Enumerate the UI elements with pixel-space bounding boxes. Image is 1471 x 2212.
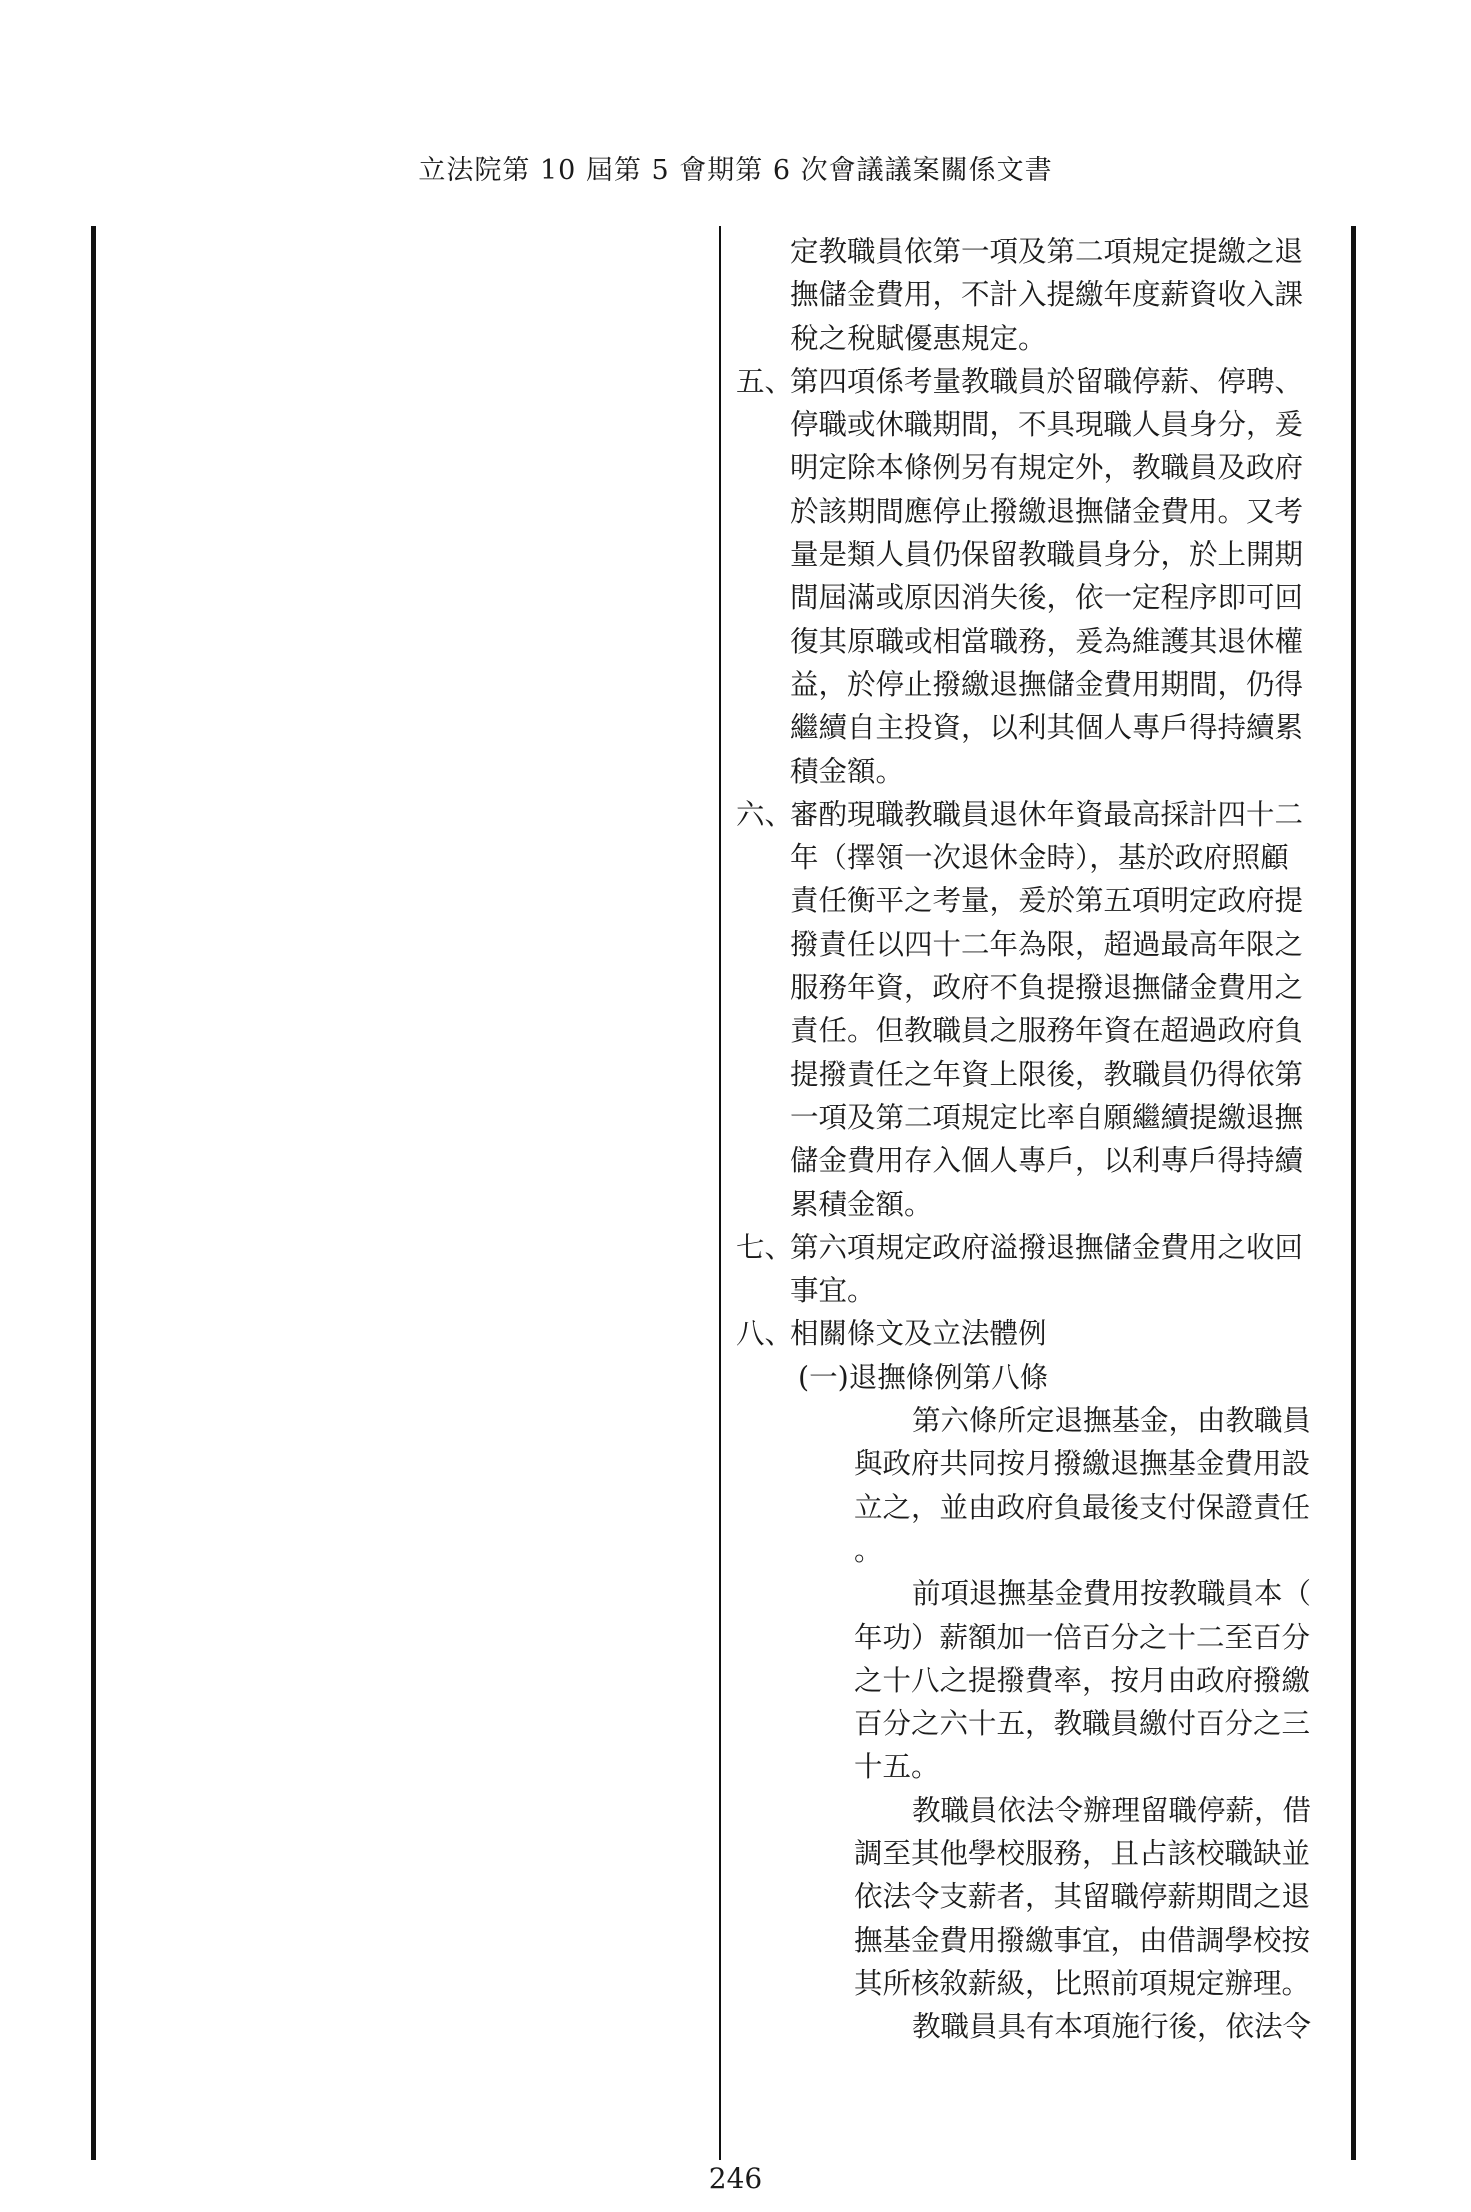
text-line: 教職員具有本項施行後，依法令 [912, 2010, 1312, 2044]
quoted-paragraph [854, 1399, 1339, 1572]
text-line: 責任。但教職員之服務年資在超過政府負 [790, 1014, 1304, 1048]
text-line: 責任衡平之考量，爰於第五項明定政府提 [790, 884, 1304, 918]
text-line: 事宜。 [790, 1274, 876, 1308]
text-line: 儲金費用存入個人專戶，以利專戶得持續 [790, 1144, 1304, 1178]
list-item-6 [736, 793, 1339, 1226]
list-item-5 [736, 360, 1339, 793]
item-marker: 六、 [736, 797, 794, 831]
text-line: 與政府共同按月撥繳退撫基金費用設 [854, 1447, 1311, 1481]
text-line: 於該期間應停止撥繳退撫儲金費用。又考 [790, 494, 1304, 528]
text-line: 年功）薪額加一倍百分之十二至百分 [854, 1620, 1311, 1654]
item-text [790, 1312, 1339, 1355]
subsection-title: (一)退撫條例第八條 [798, 1360, 1049, 1394]
explanation-column [736, 230, 1339, 2048]
text-line: 之十八之提撥費率，按月由政府撥繳 [854, 1663, 1311, 1697]
text-line: 百分之六十五，教職員繳付百分之三 [854, 1707, 1311, 1741]
text-line: 撫基金費用撥繳事宜，由借調學校按 [854, 1923, 1311, 1957]
item-text [790, 360, 1339, 793]
text-line: 明定除本條例另有規定外，教職員及政府 [790, 451, 1304, 485]
text-line: 益，於停止撥繳退撫儲金費用期間，仍得 [790, 667, 1304, 701]
quoted-paragraph [854, 2005, 1339, 2048]
text-line: 量是類人員仍保留教職員身分，於上開期 [790, 538, 1304, 572]
quoted-paragraph [854, 1789, 1339, 2005]
list-item-7 [736, 1226, 1339, 1313]
text-line: 間屆滿或原因消失後，依一定程序即可回 [790, 581, 1304, 615]
item-marker: 五、 [736, 364, 794, 398]
table-right-border [1351, 226, 1356, 2160]
item-marker: 八、 [736, 1317, 794, 1351]
text-line: 撥責任以四十二年為限，超過最高年限之 [790, 927, 1304, 961]
text-line: 第六條所定退撫基金，由教職員 [912, 1404, 1312, 1438]
text-line: 稅之稅賦優惠規定。 [790, 321, 1047, 355]
text-line: 立之，並由政府負最後支付保證責任 [854, 1490, 1311, 1524]
table-left-border [91, 226, 96, 2160]
text-line: 前項退撫基金費用按教職員本（ [912, 1577, 1312, 1611]
text-line: 定教職員依第一項及第二項規定提繳之退 [790, 235, 1304, 268]
text-line: 繼續自主投資，以利其個人專戶得持續累 [790, 711, 1304, 745]
page-number: 246 [708, 2162, 763, 2195]
continuation-paragraph [736, 230, 1339, 360]
text-line: 調至其他學校服務，且占該校職缺並 [854, 1836, 1311, 1870]
text-line: 提撥責任之年資上限後，教職員仍得依第 [790, 1057, 1304, 1091]
table-column-divider [719, 226, 721, 2160]
text-line: 第四項係考量教職員於留職停薪、停聘、 [790, 364, 1304, 398]
list-item-8 [736, 1312, 1339, 1355]
text-line: 相關條文及立法體例 [790, 1317, 1047, 1351]
text-line: 。 [854, 1533, 883, 1567]
text-line: 撫儲金費用，不計入提繳年度薪資收入課 [790, 278, 1304, 312]
item-marker: 七、 [736, 1230, 794, 1264]
text-line: 第六項規定政府溢撥退撫儲金費用之收回 [790, 1230, 1304, 1264]
text-line: 其所核敘薪級，比照前項規定辦理。 [854, 1966, 1311, 2000]
text-line: 十五。 [854, 1750, 940, 1784]
text-line: 停職或休職期間，不具現職人員身分，爰 [790, 408, 1304, 442]
text-line: 依法令支薪者，其留職停薪期間之退 [854, 1880, 1311, 1914]
item-text [790, 1226, 1339, 1313]
text-line: 復其原職或相當職務，爰為維護其退休權 [790, 624, 1304, 658]
quoted-paragraph [854, 1572, 1339, 1788]
text-line: 一項及第二項規定比率自願繼續提繳退撫 [790, 1100, 1304, 1134]
text-line: 累積金額。 [790, 1187, 933, 1221]
item-text [790, 793, 1339, 1226]
text-line: 服務年資，政府不負提撥退撫儲金費用之 [790, 971, 1304, 1005]
quoted-article [736, 1399, 1339, 2048]
text-line: 積金額。 [790, 754, 905, 788]
text-line: 年（擇領一次退休金時），基於政府照顧 [790, 841, 1289, 875]
text-line: 教職員依法令辦理留職停薪，借 [912, 1793, 1312, 1827]
text-line: 審酌現職教職員退休年資最高採計四十二 [790, 797, 1304, 831]
document-header: 立法院第 10 屆第 5 會期第 6 次會議議案關係文書 [418, 155, 1053, 186]
